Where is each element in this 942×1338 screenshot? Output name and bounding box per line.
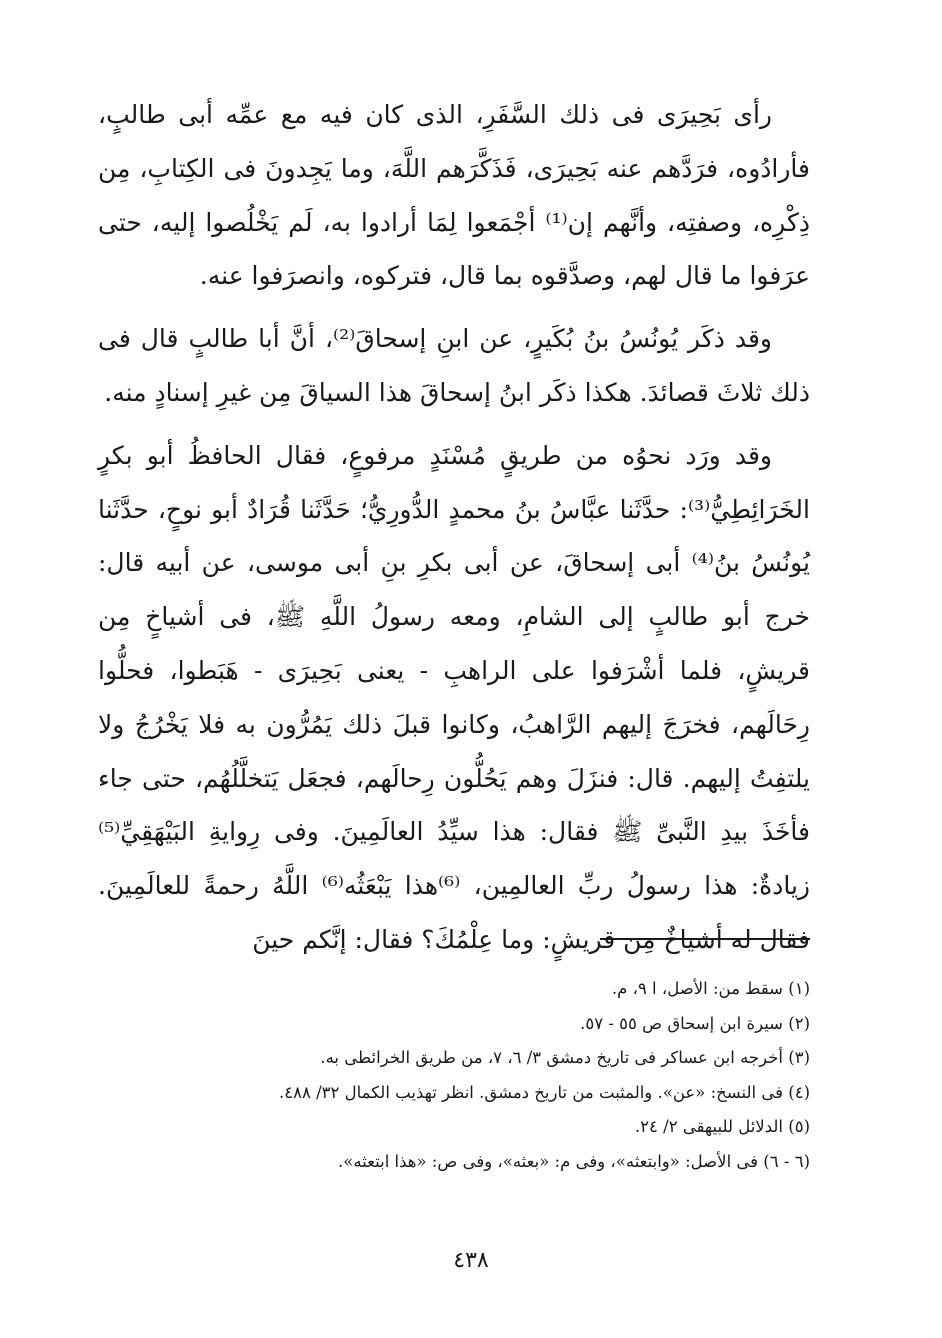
- main-text: [98, 88, 810, 976]
- page-number: ٤٣٨: [453, 1248, 489, 1273]
- footnote-1: (١) سقط من: الأصل، ا ٩، م.: [611, 979, 810, 998]
- footnotes: [150, 972, 810, 1179]
- footnote-4: (٤) فى النسخ: «عن». والمثبت من تاريخ دمشق. انظر تهذيب الكمال ٣٢/ ٤٨٨.: [279, 1082, 810, 1102]
- footnote-3: (٣) أخرجه ابن عساكر فى تاريخ دمشق ٣/ ٦، ٧، من طريق الخرائطى به.: [320, 1048, 810, 1067]
- paragraph-1: رأى بَحِيرَى فى ذلك السَّفَرِ، الذى كان فيه مع عمِّه أبى طالبٍ، فأرادُوه، فرَدَّهم عنه بَحِيرَى، فَذَكَّرَهم اللَّهَ، وما يَجِدونَ فى الكِتابِ، مِن ذِكْرِه، وصفتِه، وأنَّهم إن⁽¹⁾ أجْمَعوا لِمَا أرادوا به، لَم يَخْلُصوا إليه، حتى عرَفوا ما قال لهم، وصدَّقوه بما قال، فتركوه، وانصرَفوا عنه.: [98, 100, 810, 291]
- paragraph-3: وقد ورَد نحوُه من طريقٍ مُسْنَدٍ مرفوعٍ، فقال الحافظُ أبو بكرٍ الخَرَائِطِيُّ⁽³⁾: حدَّثَنا عبَّاسُ بنُ محمدٍ الدُّورِيُّ؛ حَدَّثَنا قُرَادٌ أبو نوحٍ، حدَّثَنا يُونُسُ بنُ⁽⁴⁾ أبى إسحاقَ، عن أبى بكرِ بنِ أبى موسى، عن أبيه قال: خرج أبو طالبٍ إلى الشامِ، ومعه رسولُ اللَّهِ ﷺ، فى أشياخٍ مِن قريشٍ، فلما أشْرَفوا على الراهبِ - يعنى بَحِيرَى - هَبَطوا، فحلُّوا رِحَالَهم، فخرَجَ إليهم الرَّاهبُ، وكانوا قبلَ ذلك يَمُرُّون به فلا يَخْرُجُ ولا يلتفِتُ إليهم. قال: فنزَلَ وهم يَحُلُّون رِحالَهم، فجعَل يَتخلَّلُهُم، حتى جاء فأخَذَ بيدِ النَّبىِّ ﷺ فقال: هذا سيِّدُ العالَمِينَ. وفى رِوايةِ البَيْهَقِيِّ⁽⁵⁾ زيادةٌ: هذا رسولُ ربِّ العالمِين، ⁽⁶⁾هذا يَبْعَثُه⁽⁶⁾ اللَّهُ رحمةً للعالَمِينَ. فقال له أشياخٌ مِن قريشٍ: وما عِلْمُكَ؟ فقال: إنَّكم حينَ: [98, 440, 810, 954]
- footnote-5: (٥) الدلائل للبيهقى ٢/ ٢٤.: [634, 1117, 810, 1136]
- footnote-separator: [600, 938, 810, 940]
- paragraph-2: وقد ذكَر يُونُسُ بنُ بُكَيرٍ، عن ابنِ إسحاقَ⁽²⁾، أنَّ أبا طالبٍ قال فى ذلك ثلاثَ قصائدَ. هكذا ذكَر ابنُ إسحاقَ هذا السياقَ مِن غيرِ إسنادٍ منه.: [98, 324, 810, 407]
- footnote-6: (٦ - ٦) فى الأصل: «وابتعثه»، وفى م: «بعثه»، وفى ص: «هذا ابتعثه».: [338, 1151, 810, 1171]
- footnote-2: (٢) سيرة ابن إسحاق ص ٥٥ - ٥٧.: [580, 1013, 810, 1033]
